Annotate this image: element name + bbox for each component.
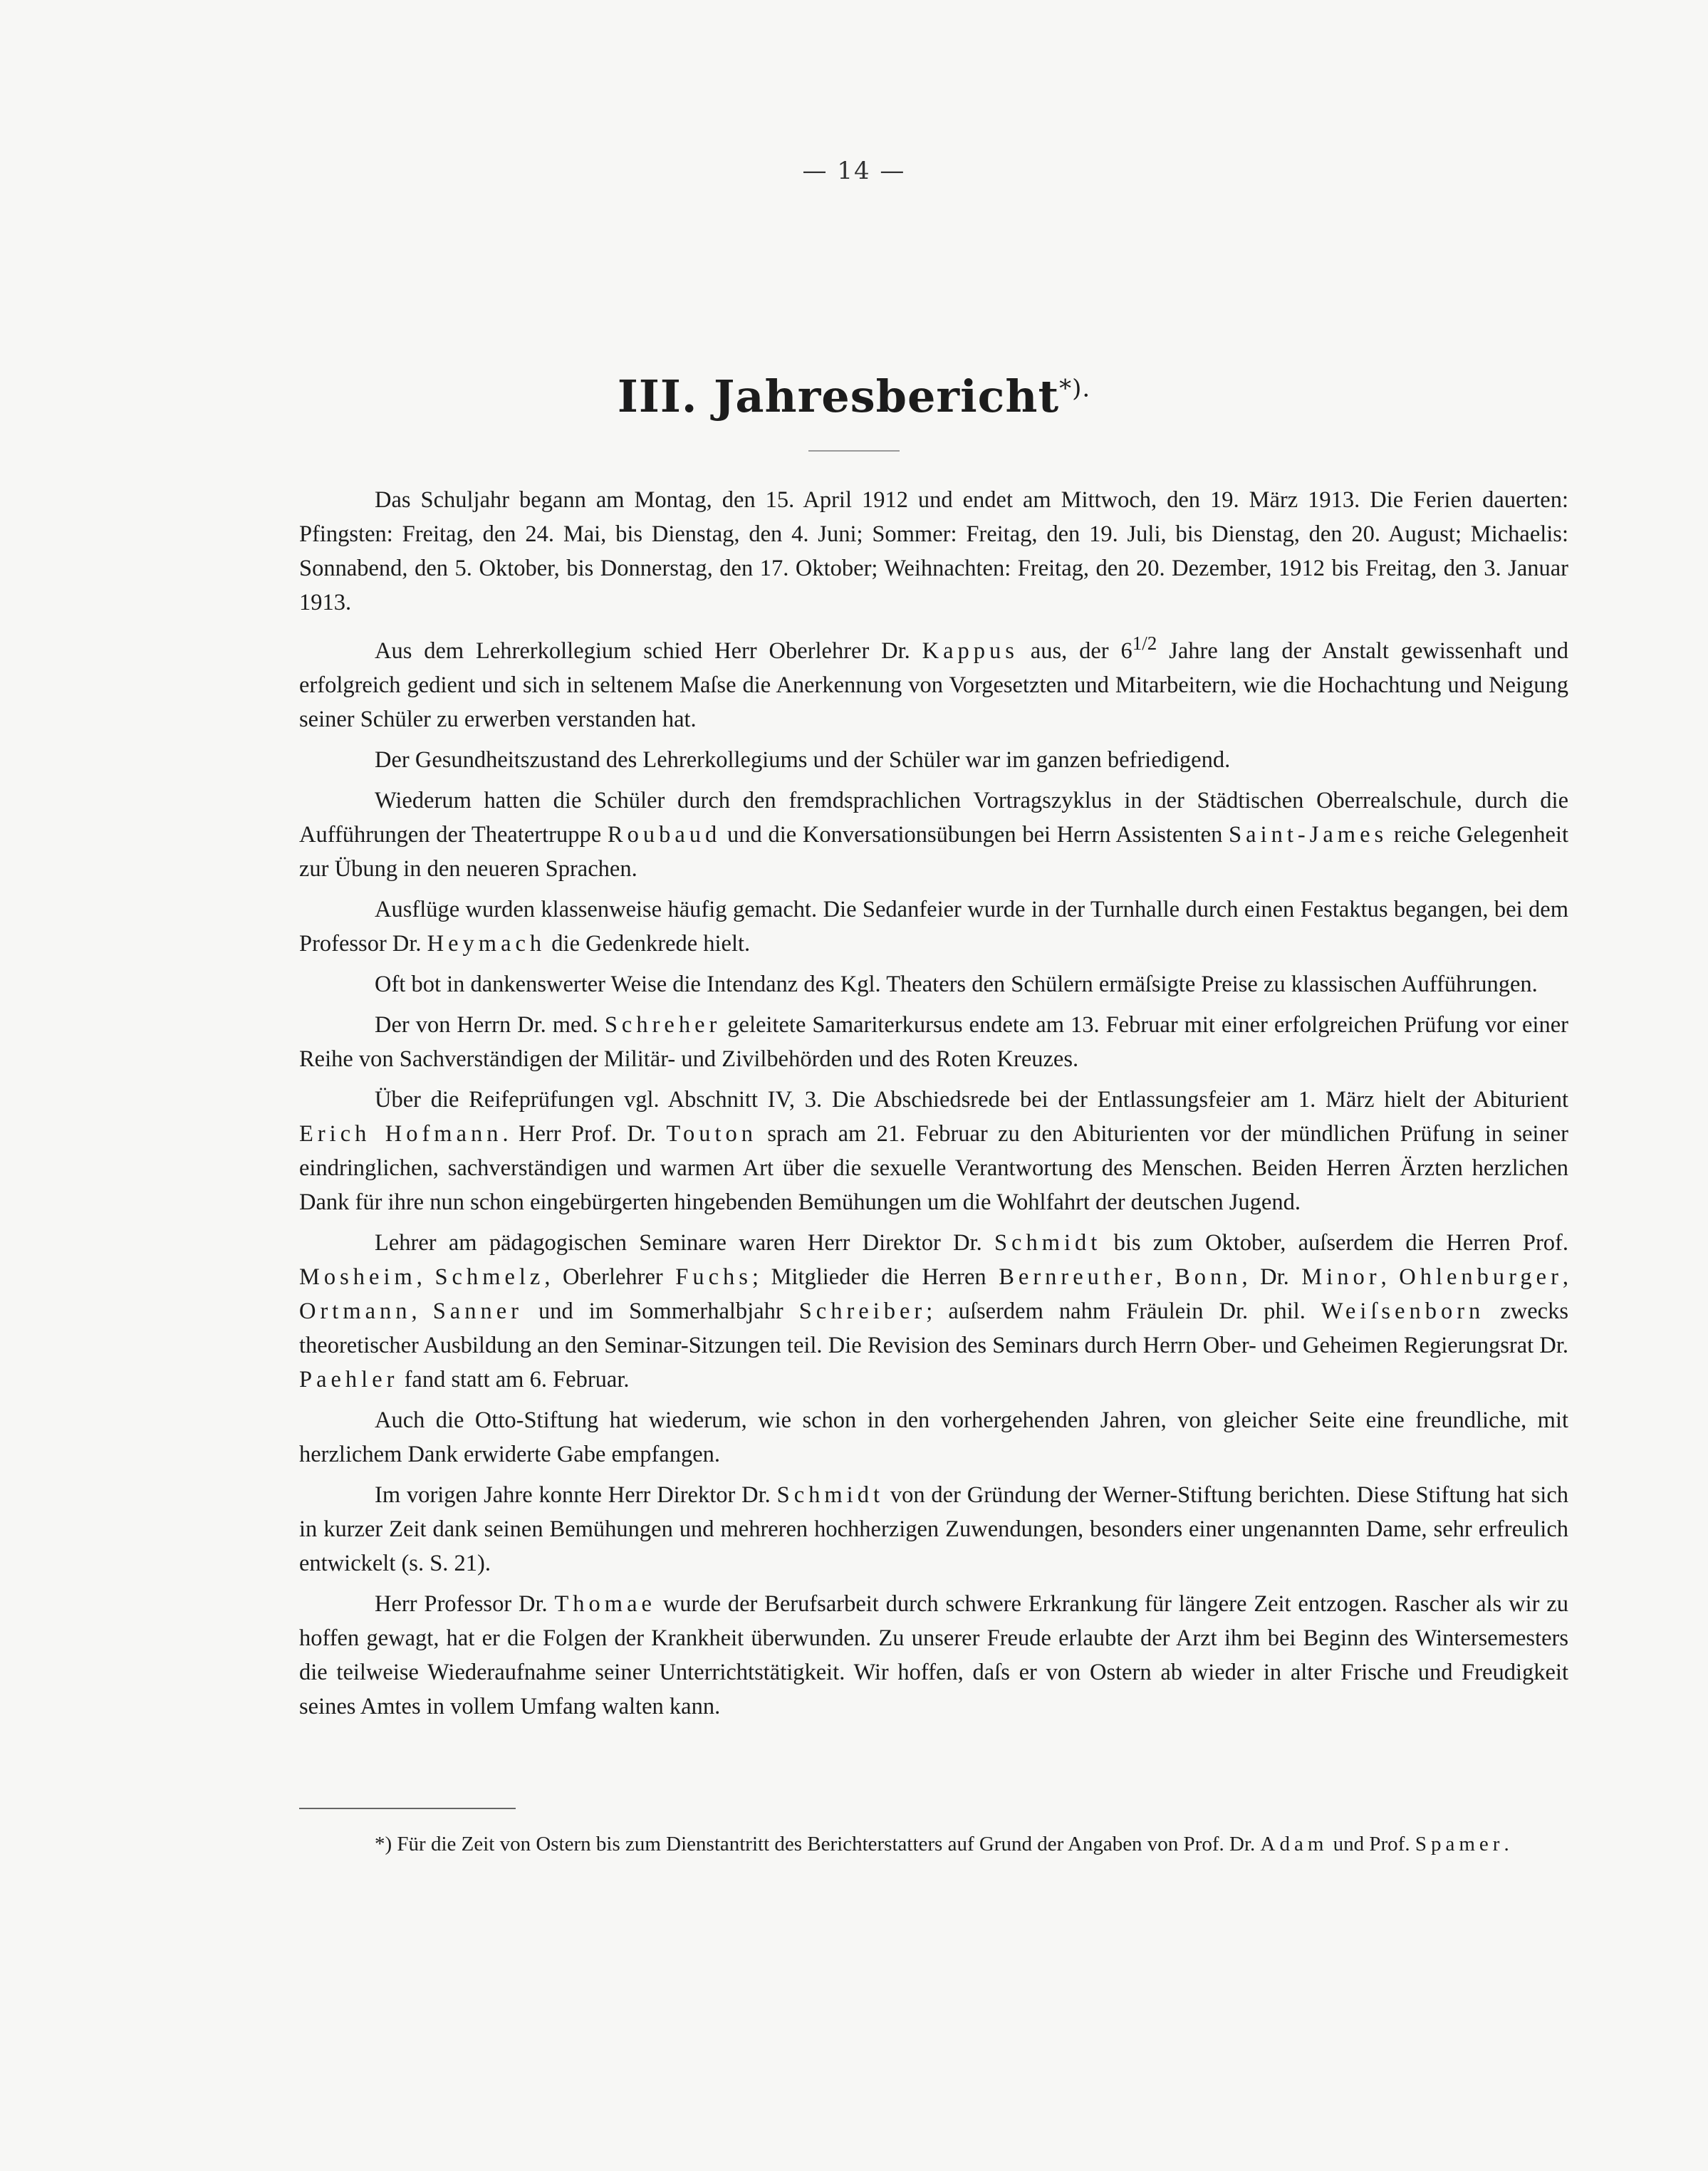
text-segment: Aus dem Lehrerkollegium schied Herr Oberlehrer Dr.: [375, 637, 922, 664]
text-segment: *) Für die Zeit von Ostern bis zum Dienstantritt des Berichterstatters auf Grund der Angaben von Prof. Dr.: [375, 1833, 1261, 1855]
person-name: Heymach: [427, 930, 546, 957]
person-name: Weiſsenborn: [1321, 1298, 1485, 1324]
text-segment: und im Sommerhalbjahr: [522, 1298, 799, 1324]
person-name: Adam: [1260, 1833, 1328, 1855]
title-divider: [808, 450, 900, 452]
report-body: [299, 483, 1568, 1730]
person-name: Erich Hofmann: [299, 1120, 503, 1147]
person-name: Schreiber: [798, 1298, 927, 1324]
person-name: Schmidt: [776, 1482, 884, 1508]
text-segment: Herr Professor Dr.: [375, 1590, 555, 1617]
text-segment: zwecks theoretischer Ausbildung an den Seminar-Sitzungen teil. Die Revision des Seminars durch Herrn Ober- und Geheimen Regierungsrat Dr.: [299, 1298, 1568, 1358]
person-name: Minor: [1301, 1264, 1381, 1290]
person-name: Saint-James: [1229, 821, 1388, 848]
person-name: Bonn: [1175, 1264, 1242, 1290]
person-name: Thomae: [554, 1590, 656, 1617]
paragraph-final-exams: [299, 1083, 1568, 1219]
text-segment: , Oberlehrer: [544, 1264, 676, 1290]
paragraph-otto-foundation: Auch die Otto-Stiftung hat wiederum, wie schon in den vorhergehenden Jahren, von gleicher Seite eine freundliche, mit herzlichem Dank erwiderte Gabe empfangen.: [299, 1407, 1568, 1467]
person-name: Paehler: [299, 1366, 399, 1392]
text-segment: und die Konversationsübungen bei Herrn Assistenten: [721, 821, 1229, 848]
text-segment: ; Mitglieder die Herren: [751, 1264, 999, 1290]
text-segment: Im vorigen Jahre konnte Herr Direktor Dr.: [375, 1482, 777, 1508]
person-name: Schmelz: [434, 1264, 545, 1290]
text-segment: ,: [1156, 1264, 1175, 1290]
text-segment: wurde der Berufsarbeit durch schwere Erkrankung für längere Zeit entzogen. Rascher als wir zu hoffen gewagt, hat er die Folgen der Krankheit überwunden. Zu unserer Freude erlaubte der Arzt ihm bei Beginn des Wintersemesters die teilweise Wiederaufnahme seiner Unterrichtstätigkeit. Wir hoffen, daſs er von Ostern ab wieder in alter Frische und Freudigkeit seines Amtes in vollem Umfang walten kann.: [299, 1590, 1568, 1719]
text-segment: von der Gründung der Werner-Stiftung berichten. Diese Stiftung hat sich in kurzer Zeit dank seinen Bemühungen und mehreren hochherzigen Zuwendungen, besonders einer ungenannten Dame, sehr erfreulich entwickelt (s. S. 21).: [299, 1482, 1568, 1576]
person-name: Schmidt: [994, 1229, 1102, 1256]
text-segment: aus, der 6: [1018, 637, 1132, 664]
text-segment: reiche Gelegenheit zur Übung in den neueren Sprachen.: [299, 821, 1569, 882]
fraction: 1/2: [1132, 632, 1157, 654]
paragraph-staff-departure: [299, 626, 1568, 736]
person-name: Ortmann: [299, 1298, 412, 1324]
text-segment: Lehrer am pädagogischen Seminare waren Herr Direktor Dr.: [375, 1229, 994, 1256]
text-segment: die Gedenkrede hielt.: [546, 930, 751, 957]
person-name: Spamer: [1415, 1833, 1504, 1855]
text-segment: . Herr Prof. Dr.: [502, 1120, 667, 1147]
footnote: [299, 1829, 1568, 1859]
paragraph-werner-foundation: [299, 1478, 1568, 1581]
page-number: — 14 —: [802, 157, 906, 185]
paragraph-theater: Oft bot in dankenswerter Weise die Intendanz des Kgl. Theaters den Schülern ermäſsigte Preise zu klassischen Aufführungen.: [375, 971, 1538, 997]
person-name: Kappus: [922, 637, 1019, 664]
text-segment: bis zum Oktober, auſserdem die Herren Prof.: [1101, 1229, 1568, 1256]
paragraph-health: Der Gesundheitszustand des Lehrerkollegiums und der Schüler war im ganzen befriedigend.: [375, 746, 1231, 773]
person-name: Bernreuther: [999, 1264, 1157, 1290]
text-segment: .: [1504, 1833, 1509, 1855]
paragraph-languages: [299, 783, 1568, 886]
text-segment: Der von Herrn Dr. med.: [375, 1011, 605, 1038]
text-segment: ,: [416, 1264, 435, 1290]
text-segment: Jahre lang der Anstalt gewissenhaft und erfolgreich gedient und sich in seltenem Maſse die Anerkennung von Vorgesetzten und Mitarbeitern, wie die Hochachtung und Neigung seiner Schüler zu erwerben verstanden hat.: [299, 637, 1568, 732]
person-name: Touton: [666, 1120, 757, 1147]
text-segment: ; auſserdem nahm Fräulein Dr. phil.: [926, 1298, 1321, 1324]
person-name: Sanner: [432, 1298, 523, 1324]
page-title: [0, 370, 1708, 422]
text-segment: geleitete Samariterkursus endete am 13. Februar mit einer erfolgreichen Prüfung vor einer Reihe von Sachverständigen der Militär- und Zivilbehörden und des Roten Kreuzes.: [299, 1011, 1568, 1072]
text-segment: ,: [1562, 1264, 1569, 1290]
paragraph-seminar: [299, 1226, 1568, 1397]
paragraph-school-year: Das Schuljahr begann am Montag, den 15. April 1912 und endet am Mittwoch, den 19. März 1913. Die Ferien dauerten: Pfingsten: Freitag, den 24. Mai, bis Dienstag, den 4. Juni; Sommer: Freitag, den 19. Juli, bis Dienstag, den 20. August; Michaelis: Sonnabend, den 5. Oktober, bis Donnerstag, den 17. Oktober; Weihnachten: Freitag, den 20. Dezember, 1912 bis Freitag, den 3. Januar 1913.: [299, 487, 1568, 615]
text-segment: und Prof.: [1328, 1833, 1415, 1855]
title-text: III. Jahresbericht: [617, 370, 1060, 422]
text-segment: sprach am 21. Februar zu den Abiturienten vor der mündlichen Prüfung in seiner eindringlichen, sachverständigen und warmen Art über die sexuelle Verantwortung des Menschen. Beiden Herren Ärzten herzlichen Dank für ihre nun schon eingebürgerten hingebenden Bemühungen um die Wohlfahrt der deutschen Jugend.: [299, 1120, 1568, 1215]
text-segment: Über die Reifeprüfungen vgl. Abschnitt IV, 3. Die Abschiedsrede bei der Entlassungsfeier am 1. März hielt der Abiturient: [375, 1086, 1568, 1113]
person-name: Ohlenburger: [1399, 1264, 1563, 1290]
paragraph-illness: [299, 1587, 1568, 1724]
text-segment: , Dr.: [1241, 1264, 1302, 1290]
footnote-divider: [299, 1808, 516, 1809]
text-segment: ,: [411, 1298, 433, 1324]
text-segment: ,: [1380, 1264, 1400, 1290]
text-segment: Wiederum hatten die Schüler durch den fremdsprachlichen Vortragszyklus in der Städtischen Oberrealschule, durch die Aufführungen der Theatertruppe: [299, 787, 1568, 848]
person-name: Mosheim: [299, 1264, 417, 1290]
text-segment: fand statt am 6. Februar.: [398, 1366, 630, 1392]
paragraph-first-aid: [299, 1008, 1568, 1076]
person-name: Roubaud: [607, 821, 722, 848]
text-segment: Ausflüge wurden klassenweise häufig gemacht. Die Sedanfeier wurde in der Turnhalle durch einen Festaktus begangen, bei dem Professor Dr.: [299, 896, 1568, 957]
person-name: Fuchs: [675, 1264, 752, 1290]
person-name: Schreher: [604, 1011, 722, 1038]
title-footnote-marker: *).: [1059, 374, 1091, 403]
paragraph-excursions: [299, 892, 1568, 961]
